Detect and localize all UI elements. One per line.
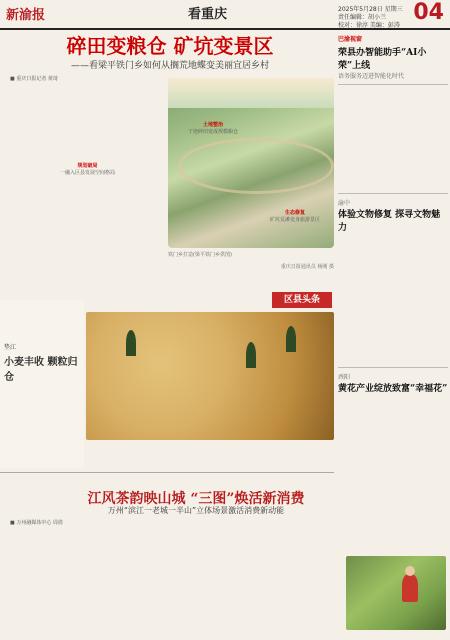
- side-brief: [0, 300, 84, 468]
- main-headline: 碎田变粮仓 矿坑变景区: [66, 34, 274, 58]
- brief-title: 小麦丰收 颗粒归仓: [4, 357, 78, 383]
- right-column: [338, 34, 448, 634]
- main-subhead: ——看梁平铁门乡如何从搁荒地蝶变美丽宜居乡村: [70, 61, 269, 71]
- brief-location: 垫江: [4, 344, 17, 351]
- photo-leaf: [286, 326, 296, 352]
- main-story-column-1: [10, 76, 165, 177]
- editor-line: 责任编辑：胡小兰: [338, 14, 387, 21]
- section-title-2: 土地整治: [202, 122, 223, 128]
- photo-terrace: [178, 138, 334, 194]
- right-spacer: [338, 233, 448, 363]
- right-story-3-title: 黄花产业绽放致富“幸福花”: [338, 384, 448, 394]
- text-block: [10, 83, 165, 163]
- main-byline: ■ 重庆日报记者 黄琦: [10, 76, 58, 82]
- section-2-block: [178, 122, 248, 136]
- issue-date: 2025年5月28日 星期三: [338, 6, 403, 13]
- right-story-3-label: 酉阳: [338, 374, 351, 381]
- right-section-label: 巴渝视窗: [338, 36, 363, 43]
- right-story-2-label: 渝中: [338, 200, 351, 207]
- photo-caption: 铁门乡打造(梁平铁门乡供图): [168, 252, 232, 258]
- lower-byline: ■ 万州融媒体中心 周倩: [10, 520, 63, 526]
- right-photo: [346, 556, 446, 630]
- right-divider: [338, 193, 448, 194]
- lower-headline: 江风茶韵映山城 “三图”焕活新消费: [87, 491, 305, 507]
- right-story-1-title: 荣县办智能助手“AI小荣”上线: [338, 48, 427, 71]
- feature-photo: [86, 312, 334, 440]
- right-story-1-subtitle: 语务服务迈进智能化时代: [338, 73, 405, 80]
- section-title-3: 生态修复: [284, 210, 305, 216]
- section-title-1: 规划破局: [77, 163, 98, 169]
- section-subtitle-3: 矿坑荒滩变身旅游景区: [269, 217, 320, 223]
- section-subtitle-1: 一融入区县发展空间格局: [59, 170, 115, 176]
- masthead: [0, 0, 450, 30]
- photo-credit: 重庆日报通讯员 杨刚 摄: [280, 264, 334, 270]
- right-story-2-title: 体验文物修复 探寻文物魅力: [338, 210, 441, 233]
- county-headline-tag: 区县头条: [272, 292, 332, 308]
- right-spacer: [338, 89, 448, 189]
- right-divider: [338, 367, 448, 368]
- photo-leaf: [126, 330, 136, 356]
- photo-head: [405, 566, 415, 576]
- section-3-block: [255, 210, 335, 224]
- designer-line: 校对：徐淳 美编：彭涛: [338, 22, 400, 29]
- issue-meta: [338, 6, 403, 30]
- right-divider: [338, 84, 448, 85]
- page-number: 04: [413, 0, 444, 25]
- photo-leaf: [246, 342, 256, 368]
- photo-sky: [168, 78, 334, 108]
- section-title: 看重庆: [188, 7, 228, 22]
- photo-person: [402, 574, 418, 602]
- lower-byline-block: [10, 520, 130, 527]
- newspaper-logo: 新渝报: [6, 8, 46, 23]
- section-subtitle-2: 干迹碎田变成规模粮仓: [187, 129, 238, 135]
- section-divider: [0, 472, 334, 473]
- lower-subhead: 万州“滨江一老城一半山”立体场景激活消费新动能: [107, 506, 285, 515]
